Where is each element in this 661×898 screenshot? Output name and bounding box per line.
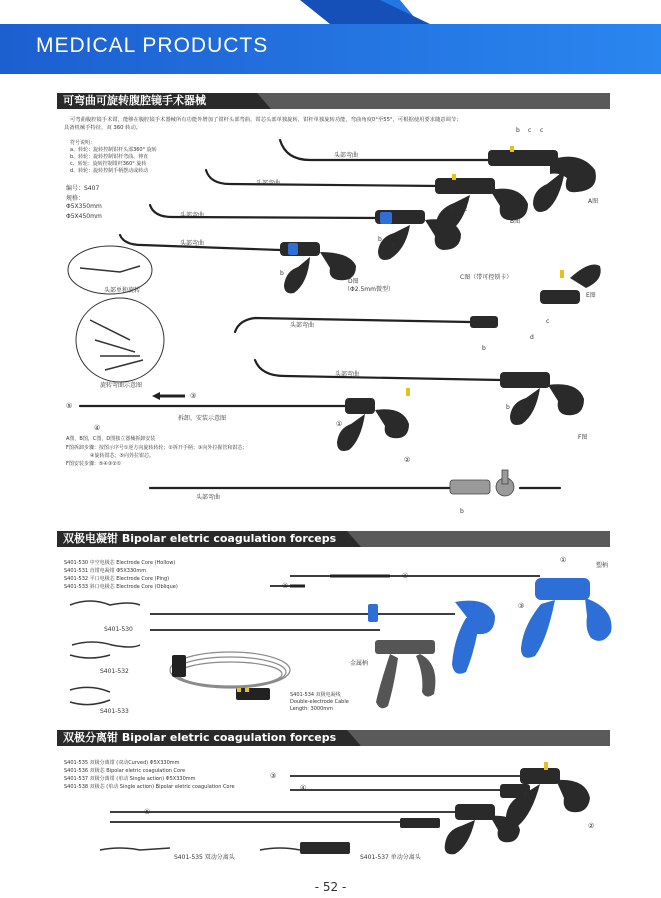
s2-item-4: S401-533 斜口电极芯 Electrode Core (Oblique) [64,584,178,590]
bend-diagram-label: 旋转弯曲示意图 [100,382,143,389]
note-4: F图安装步骤：⑤④③②① [66,461,122,467]
tip-s401-532: S401-532 [100,668,129,675]
bend-label-b: 头部弯曲 [256,180,281,187]
tip-s401-530: S401-530 [104,626,133,633]
s2-item-2: S401-531 直钳电凝钳 Φ5X330mm [64,568,147,574]
letter-b-f: b [506,404,510,411]
s3-tip-1: S401-535 双动分离头 [174,854,235,861]
note-2: F图拆卸步骤：按图示序号①逆方向旋转转轮；②拆开手柄；③向外拉握管和钳芯； [66,445,248,451]
product-code: 编号：S407 [66,185,100,192]
note-1: A图，B图，C图，D图独立器械拆卸安装 [66,436,156,442]
figure-a-label: A图 [588,198,599,205]
figure-d-label: D图 [348,278,359,285]
s3-step-2: ② [588,822,595,830]
section3-title: 双极分离钳 Bipolar eletric coagulation forceps [63,731,337,744]
bend-label-e: 头部弯曲 [290,322,315,329]
s2-step-4: ④ [402,572,409,580]
cable-line-1: S401-534 双极电凝线 [290,692,341,698]
s3-step-3: ③ [270,772,277,780]
spec-heading: 规格： [66,195,85,202]
letter-b-a: b [516,127,520,134]
symbol-c: c、转轮：旋转控制钳杆360° 旋转 [70,161,147,167]
bend-label-f: 头部弯曲 [335,371,360,378]
tip-s401-533: S401-533 [100,708,129,715]
s2-item-1: S401-530 中空电极芯 Electrode Core (Hollow) [64,560,176,566]
spec-1: Φ5X350mm [66,203,102,210]
figure-e-label: E图 [586,292,596,299]
s3-step-1: ① [522,790,529,798]
section1-title: 可弯曲可旋转腹腔镜手术器械 [63,94,206,107]
letter-c-a1: c [528,127,532,134]
cable-line-3: Length: 3000mm [290,706,333,712]
letter-c-e: c [546,318,550,325]
letter-c-f: c [520,404,524,411]
symbol-a: a、转轮：旋转控制钳杆头部360° 旋转 [70,147,157,153]
s2-step-1: ① [560,556,567,564]
s3-step-4: ④ [300,784,307,792]
s3-step-5: ⑤ [144,808,151,816]
section2-title: 双极电凝钳 Bipolar eletric coagulation forceps [63,532,337,545]
letter-c-a2: c [540,127,544,134]
s3-tip-2: S401-537 单动分离头 [360,854,421,861]
disassembly-label: 拆卸，安装示意图 [178,415,227,422]
section1-intro-line1: 可弯曲腹腔镜手术钳，能够在腹腔镜手术器械所有功能外增加了钳杆头部弯曲，钳芯头部单独旋转，钳杆单独旋转功能，弯曲角度0°至55°，可根据使用要求随意调节； [70,117,462,123]
step-4-marker: ④ [94,424,101,432]
step-2-marker: ② [404,456,411,464]
bend-label-bottom: 头部弯曲 [196,494,221,501]
letter-d-e: d [530,334,534,341]
note-3: ④旋转钳芯；⑤向外拉钳芯。 [90,453,154,459]
bend-label-c: 头部弯曲 [180,212,205,219]
cable-line-2: Double-electrode Cable [290,699,349,705]
s3-item-4: S401-538 双极芯 (单动 Single action) Bipolar eletric coagulation Core [64,784,235,790]
step-1-marker: ① [336,420,343,428]
step-5-marker: ⑤ [66,402,73,410]
letter-b-c: b [378,236,382,243]
symbol-d: d、转轮：旋转控制手柄摆动或转动 [70,168,149,174]
s2-step-2: ② [282,582,289,590]
figure-f-label: F图 [578,434,588,441]
s2-step-3: ③ [518,602,525,610]
head-rotate-label: 头部单独旋转 [104,287,141,294]
letter-c-d: c [294,270,298,277]
symbol-heading: 符号说明： [70,140,96,146]
bend-label-d: 头部弯曲 [180,240,205,247]
letter-b-d: b [280,270,284,277]
section1-intro-line2: 具备机械手特征，双 360 转动。 [64,125,142,131]
page-number: - 52 - [314,880,347,894]
s3-item-2: S401-536 双极芯 Bipolar eletric coagulation Core [64,768,186,774]
letter-c-b: c [464,206,468,213]
s3-item-3: S401-537 双极分离钳 (单动 Single action) Φ5X330mm [64,776,196,782]
spec-2: Φ5X450mm [66,213,102,220]
letter-b-e: b [482,345,486,352]
figure-c-label: C图（带可控锁卡） [460,274,513,281]
step-3-marker: ③ [190,392,197,400]
figure-b-label: B图 [510,218,521,225]
page-header-title: MEDICAL PRODUCTS [36,34,269,57]
s2-item-3: S401-532 平口电极芯 Electrode Core (Ping) [64,576,170,582]
s3-item-1: S401-535 双极分离钳 (双动Curved) Φ5X330mm [64,760,180,766]
symbol-b: b、转轮：旋转控制钳杆弯曲、伸直 [70,154,149,160]
letter-c-c: c [392,242,396,249]
letter-b-bottom: b [460,508,464,515]
figure-d-note: （Φ2.5mm微型） [344,286,394,293]
plastic-handle-label: 塑柄 [596,562,609,569]
bend-label-a: 头部弯曲 [334,152,359,159]
metal-handle-label: 金属柄 [350,660,369,667]
letter-b-b: b [450,206,454,213]
